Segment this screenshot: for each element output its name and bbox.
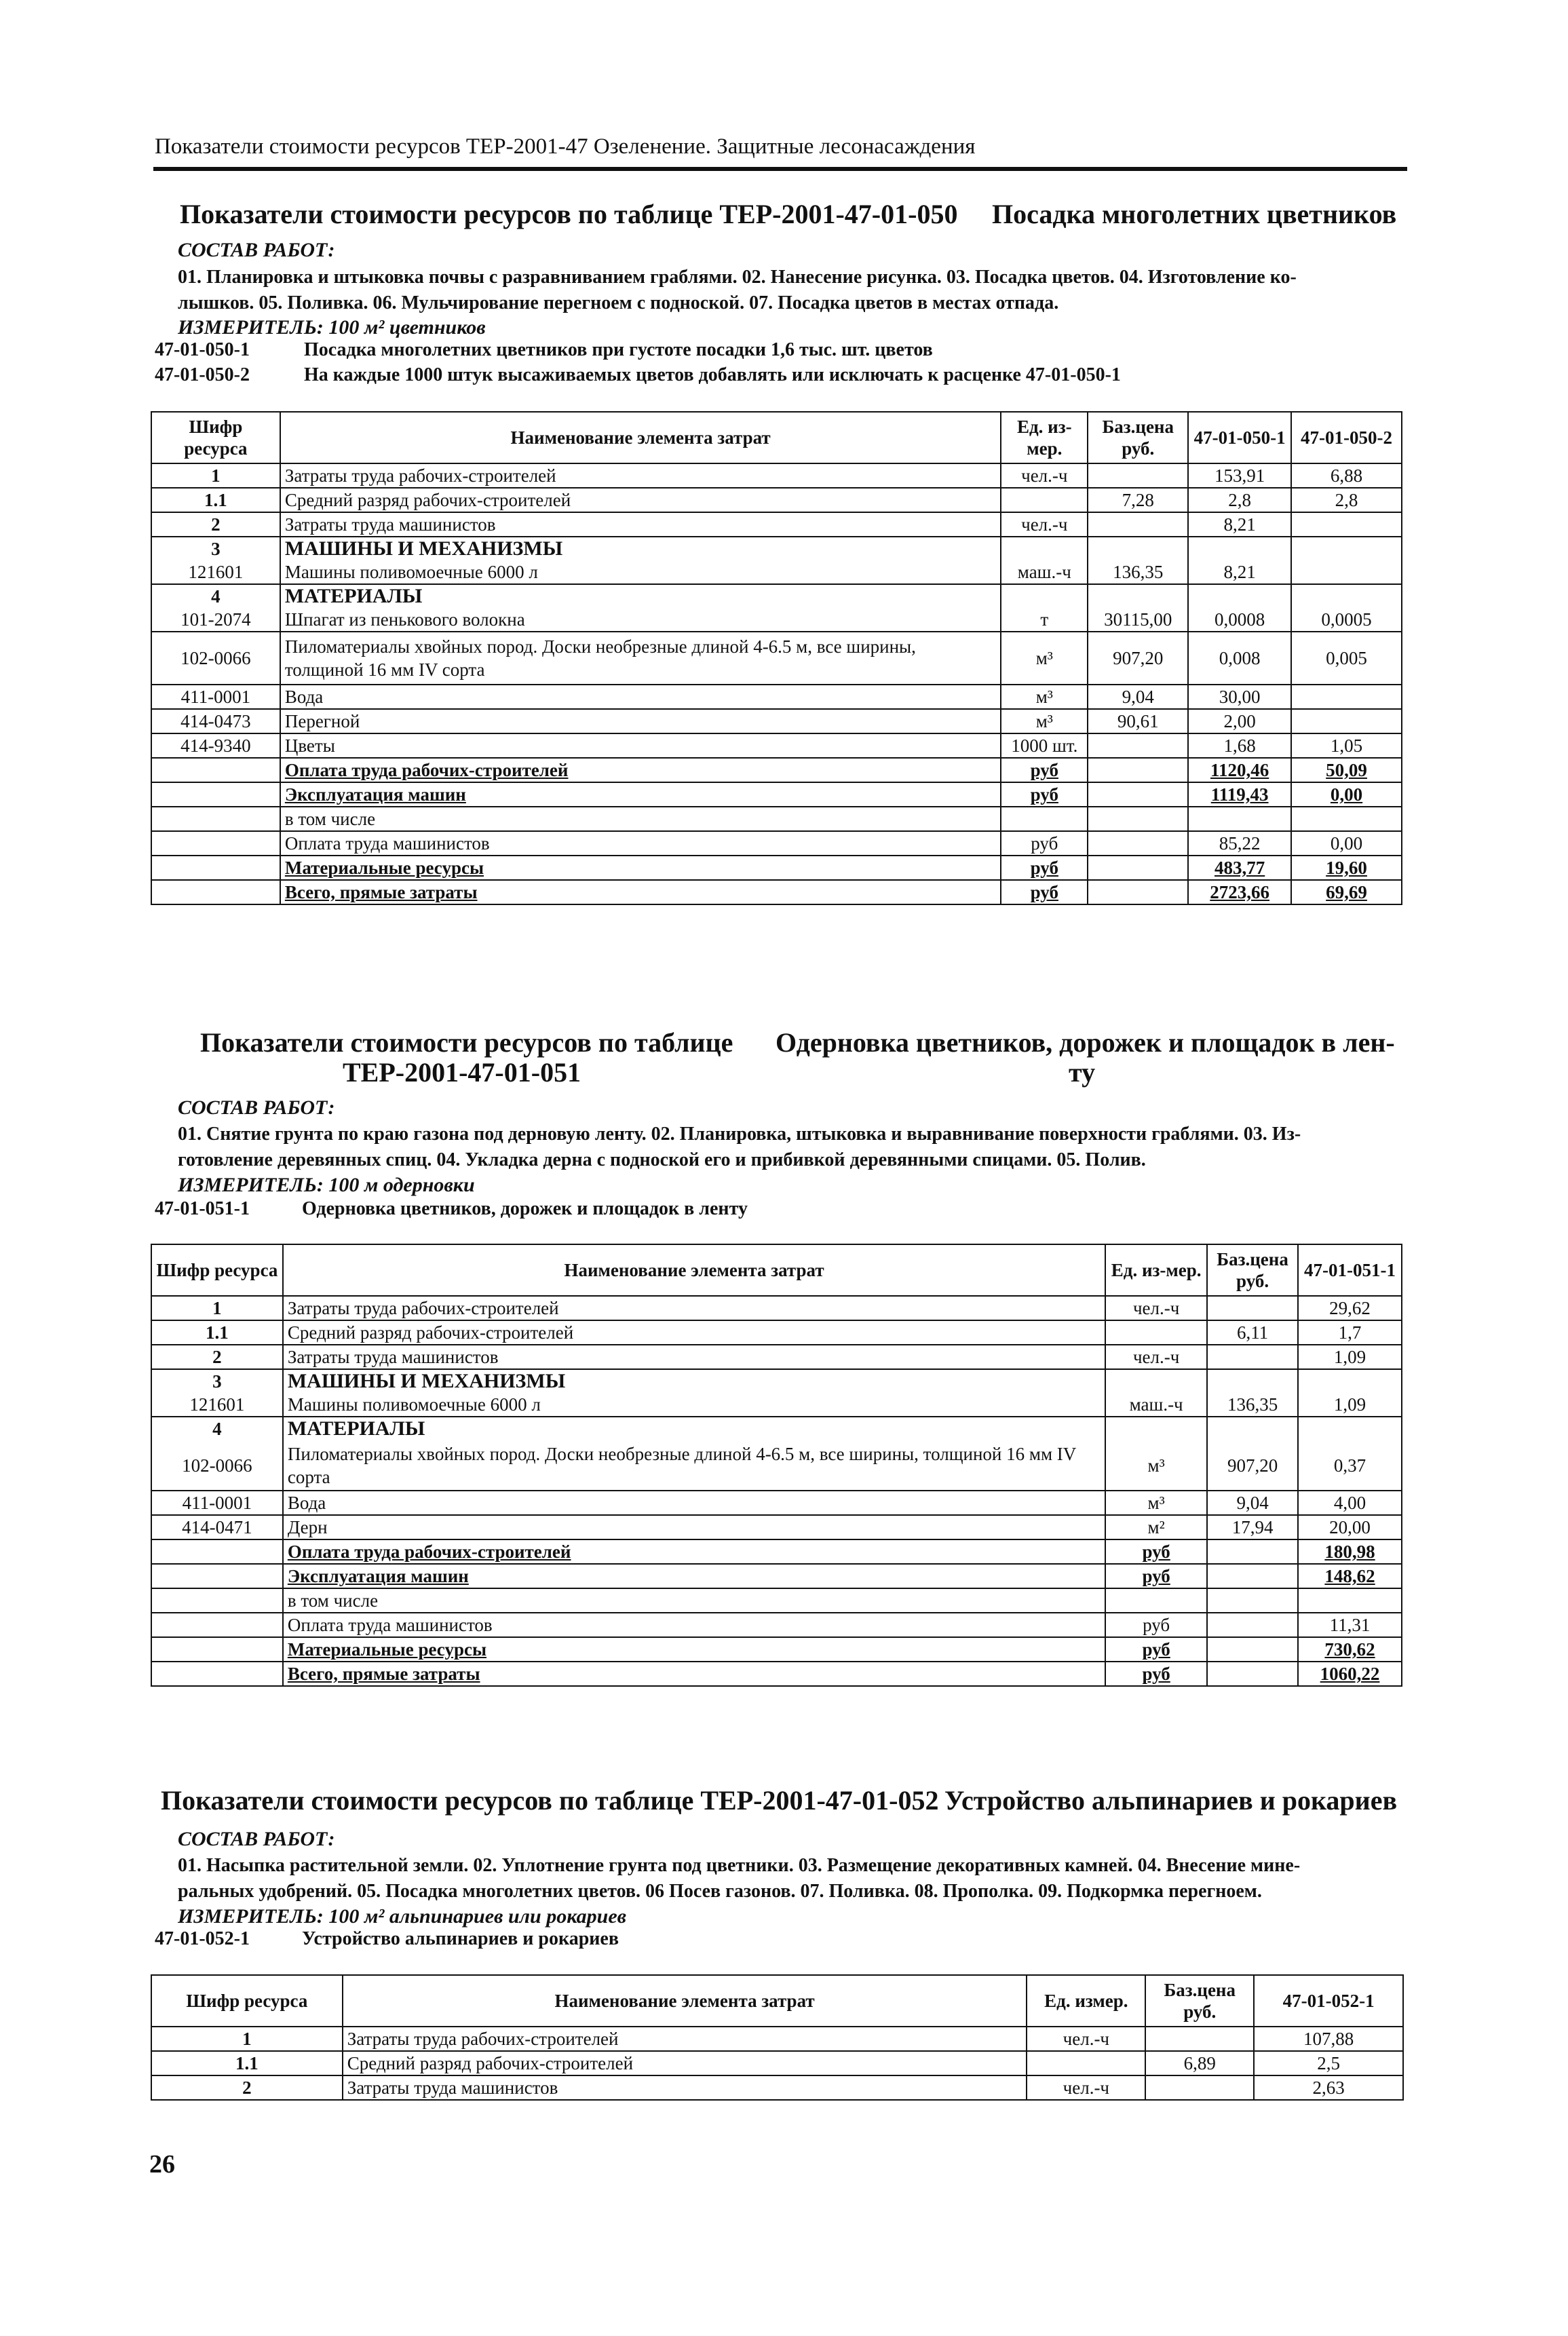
cell-unit: м³	[1001, 685, 1088, 709]
table-row	[151, 537, 1402, 560]
cell-value: 2,8	[1188, 488, 1291, 512]
cell-value	[1291, 709, 1402, 733]
cell-code: 4	[151, 1417, 283, 1440]
col-header: Шифр ресурса	[151, 1244, 283, 1296]
col-header: Наименование элемента затрат	[283, 1244, 1105, 1296]
work-text-line: готовление деревянных спиц. 04. Укладка дерна с подноской его и прибивкой деревянными спицами. 05. Полив.	[178, 1149, 1146, 1170]
meter-label: ИЗМЕРИТЕЛЬ: 100 м² альпинариев или рокариев	[178, 1905, 627, 1928]
header-rule	[153, 167, 1407, 171]
cell-unit: руб	[1001, 782, 1088, 807]
work-text-line: 01. Насыпка растительной земли. 02. Уплотнение грунта под цветники. 03. Размещение декоративных камней. 04. Внесение мине-	[178, 1855, 1301, 1876]
cell-value: 29,62	[1298, 1296, 1402, 1320]
cell-value: 0,0005	[1291, 608, 1402, 632]
cell-code: 101-2074	[151, 608, 280, 632]
cell-value: 85,22	[1188, 831, 1291, 856]
col-header: Шифр ресурса	[151, 1975, 343, 2027]
cell-price: 90,61	[1088, 709, 1188, 733]
cell-unit: чел.-ч	[1001, 463, 1088, 488]
rate-description: На каждые 1000 штук высаживаемых цветов добавлять или исключать к расценке 47-01-050-1	[304, 364, 1121, 385]
cell-value	[1291, 537, 1402, 560]
table-row	[151, 632, 1402, 685]
cell-value	[1291, 584, 1402, 608]
cell-value	[1188, 537, 1291, 560]
cell-unit	[1001, 537, 1088, 560]
cell-value: 50,09	[1291, 758, 1402, 782]
cell-unit	[1105, 1320, 1207, 1345]
cell-price: 6,11	[1207, 1320, 1298, 1345]
col-header: 47-01-050-2	[1291, 412, 1402, 463]
cell-value: 69,69	[1291, 880, 1402, 904]
totals-row	[151, 1637, 1402, 1662]
cell-value: 0,005	[1291, 632, 1402, 685]
cell-price	[1088, 463, 1188, 488]
meter-label: ИЗМЕРИТЕЛЬ: 100 м² цветников	[178, 316, 486, 339]
meter-label: ИЗМЕРИТЕЛЬ: 100 м одерновки	[178, 1174, 475, 1196]
cell-value: 1120,46	[1188, 758, 1291, 782]
rate-description: Посадка многолетних цветников при густоте посадки 1,6 тыс. шт. цветов	[304, 339, 933, 360]
cell-code: 1	[151, 1296, 283, 1320]
work-text-line: ральных удобрений. 05. Посадка многолетних цветов. 06 Посев газонов. 07. Поливка. 08. Прополка. 09. Подкормка перегноем.	[178, 1881, 1262, 1902]
cell-code: 1	[151, 463, 280, 488]
cell-name: Оплата труда машинистов	[280, 831, 1001, 856]
table-row	[151, 1515, 1402, 1539]
cell-value: 4,00	[1298, 1491, 1402, 1515]
cell-code: 411-0001	[151, 685, 280, 709]
cell-price	[1088, 733, 1188, 758]
totals-row	[151, 1539, 1402, 1564]
totals-row	[151, 807, 1402, 831]
cell-name: Оплата труда рабочих-строителей	[283, 1539, 1105, 1564]
resource-table	[151, 411, 1402, 905]
cell-unit: м²	[1105, 1515, 1207, 1539]
cell-name: Оплата труда рабочих-строителей	[280, 758, 1001, 782]
col-header: 47-01-051-1	[1298, 1244, 1402, 1296]
cell-unit: руб	[1105, 1539, 1207, 1564]
totals-row	[151, 831, 1402, 856]
totals-row	[151, 758, 1402, 782]
cell-unit: м³	[1001, 709, 1088, 733]
col-header: Наименование элемента затрат	[280, 412, 1001, 463]
cell-unit	[1027, 2051, 1145, 2075]
cell-name: Средний разряд рабочих-строителей	[343, 2051, 1027, 2075]
cell-name: Затраты труда рабочих-строителей	[280, 463, 1001, 488]
cell-name: Вода	[283, 1491, 1105, 1515]
cell-code: 3	[151, 1369, 283, 1393]
cell-name: Пиломатериалы хвойных пород. Доски необрезные длиной 4-6.5 м, все ширины, толщиной 16 мм IV сорта	[283, 1440, 1105, 1491]
cell-price	[1145, 2027, 1254, 2051]
table-header-row	[151, 412, 1402, 463]
cell-value: 6,88	[1291, 463, 1402, 488]
cell-name: Средний разряд рабочих-строителей	[283, 1320, 1105, 1345]
cell-name: Затраты труда машинистов	[280, 512, 1001, 537]
cell-value: 148,62	[1298, 1564, 1402, 1588]
page-number: 26	[149, 2150, 175, 2179]
table-row	[151, 488, 1402, 512]
cell-value: 483,77	[1188, 856, 1291, 880]
table-row	[151, 1296, 1402, 1320]
col-header: Баз.цена руб.	[1207, 1244, 1298, 1296]
cell-price	[1088, 537, 1188, 560]
table-row	[151, 2027, 1403, 2051]
cell-code: 121601	[151, 1393, 283, 1417]
cell-name: Материальные ресурсы	[283, 1637, 1105, 1662]
cell-value: 0,0008	[1188, 608, 1291, 632]
cell-unit: руб	[1001, 880, 1088, 904]
col-header: Ед. из-мер.	[1001, 412, 1088, 463]
cell-unit: руб	[1001, 856, 1088, 880]
cell-unit: маш.-ч	[1105, 1393, 1207, 1417]
cell-price	[1145, 2075, 1254, 2100]
cell-name: Вода	[280, 685, 1001, 709]
cell-value: 0,00	[1291, 831, 1402, 856]
cell-code: 1.1	[151, 488, 280, 512]
totals-row	[151, 1662, 1402, 1686]
cell-code: 4	[151, 584, 280, 608]
cell-value: 8,21	[1188, 560, 1291, 584]
table-row	[151, 1345, 1402, 1369]
cell-code: 414-0473	[151, 709, 280, 733]
cell-price: 136,35	[1207, 1393, 1298, 1417]
cell-unit	[1001, 488, 1088, 512]
table-row	[151, 1320, 1402, 1345]
cell-price: 907,20	[1088, 632, 1188, 685]
cell-name: Шпагат из пенькового волокна	[280, 608, 1001, 632]
cell-name: МАШИНЫ И МЕХАНИЗМЫ	[280, 537, 1001, 560]
work-composition-label: СОСТАВ РАБОТ:	[178, 1096, 335, 1119]
cell-unit: руб	[1105, 1564, 1207, 1588]
cell-price	[1207, 1345, 1298, 1369]
cell-name: Материальные ресурсы	[280, 856, 1001, 880]
table-row	[151, 1417, 1402, 1440]
cell-value: 730,62	[1298, 1637, 1402, 1662]
cell-name: Всего, прямые затраты	[280, 880, 1001, 904]
cell-unit: чел.-ч	[1105, 1296, 1207, 1320]
rate-code: 47-01-052-1	[155, 1928, 250, 1949]
cell-value: 11,31	[1298, 1613, 1402, 1637]
cell-value: 2,5	[1254, 2051, 1403, 2075]
running-header: Показатели стоимости ресурсов ТЕР-2001-47 Озеленение. Защитные лесонасаждения	[155, 134, 976, 159]
col-header: 47-01-050-1	[1188, 412, 1291, 463]
table-row	[151, 560, 1402, 584]
cell-name: в том числе	[280, 807, 1001, 831]
cell-value: 0,008	[1188, 632, 1291, 685]
cell-unit: чел.-ч	[1001, 512, 1088, 537]
section-subtitle: Одерновка цветников, дорожек и площадок в лен-	[776, 1027, 1395, 1058]
cell-code: 3	[151, 537, 280, 560]
cell-value: 1,09	[1298, 1393, 1402, 1417]
table-row	[151, 2075, 1403, 2100]
table-header-row	[151, 1975, 1403, 2027]
cell-unit: м³	[1001, 632, 1088, 685]
resource-table	[151, 1244, 1402, 1687]
table-row	[151, 463, 1402, 488]
cell-name: Цветы	[280, 733, 1001, 758]
cell-value	[1291, 512, 1402, 537]
cell-code: 414-9340	[151, 733, 280, 758]
col-header: Ед. измер.	[1027, 1975, 1145, 2027]
cell-code: 1.1	[151, 2051, 343, 2075]
cell-value: 1,05	[1291, 733, 1402, 758]
cell-unit: чел.-ч	[1027, 2027, 1145, 2051]
cell-value: 2,8	[1291, 488, 1402, 512]
col-header: Ед. из-мер.	[1105, 1244, 1207, 1296]
col-header: Шифр ресурса	[151, 412, 280, 463]
table-row	[151, 1491, 1402, 1515]
work-text-line: 01. Планировка и штыковка почвы с разравниванием граблями. 02. Нанесение рисунка. 03. Посадка цветов. 04. Изготовление ко-	[178, 267, 1297, 288]
cell-unit: чел.-ч	[1027, 2075, 1145, 2100]
cell-unit: чел.-ч	[1105, 1345, 1207, 1369]
cell-price: 136,35	[1088, 560, 1188, 584]
totals-row	[151, 856, 1402, 880]
table-row	[151, 1393, 1402, 1417]
col-header: Баз.цена руб.	[1088, 412, 1188, 463]
cell-unit: 1000 шт.	[1001, 733, 1088, 758]
cell-value: 19,60	[1291, 856, 1402, 880]
cell-code: 121601	[151, 560, 280, 584]
table-row	[151, 685, 1402, 709]
rate-code: 47-01-051-1	[155, 1198, 250, 1219]
col-header: Баз.цена руб.	[1145, 1975, 1254, 2027]
resource-table	[151, 1974, 1404, 2101]
cell-price	[1088, 584, 1188, 608]
cell-price	[1088, 512, 1188, 537]
col-header: 47-01-052-1	[1254, 1975, 1403, 2027]
cell-name: Перегной	[280, 709, 1001, 733]
cell-price	[1207, 1296, 1298, 1320]
cell-value: 153,91	[1188, 463, 1291, 488]
cell-unit: маш.-ч	[1001, 560, 1088, 584]
section-title: ТЕР-2001-47-01-051	[343, 1057, 581, 1088]
work-composition-label: СОСТАВ РАБОТ:	[178, 1828, 335, 1850]
cell-value: 30,00	[1188, 685, 1291, 709]
table-row	[151, 608, 1402, 632]
cell-unit: руб	[1105, 1662, 1207, 1686]
cell-value	[1291, 560, 1402, 584]
cell-name: МАТЕРИАЛЫ	[283, 1417, 1105, 1440]
cell-value	[1291, 685, 1402, 709]
cell-value	[1188, 584, 1291, 608]
table-row	[151, 512, 1402, 537]
table-row	[151, 733, 1402, 758]
cell-price: 9,04	[1088, 685, 1188, 709]
cell-value: 20,00	[1298, 1515, 1402, 1539]
cell-name: Эксплуатация машин	[280, 782, 1001, 807]
cell-value: 180,98	[1298, 1539, 1402, 1564]
cell-price: 9,04	[1207, 1491, 1298, 1515]
section-subtitle: Устройство альпинариев и рокариев	[944, 1785, 1398, 1816]
table-row	[151, 1440, 1402, 1491]
cell-code: 2	[151, 512, 280, 537]
rate-description: Одерновка цветников, дорожек и площадок в ленту	[302, 1198, 748, 1219]
work-text-line: лышков. 05. Поливка. 06. Мульчирование перегноем с подноской. 07. Посадка цветов в местах отпада.	[178, 292, 1059, 313]
cell-price: 30115,00	[1088, 608, 1188, 632]
cell-value: 1,7	[1298, 1320, 1402, 1345]
section-subtitle: ту	[1069, 1057, 1096, 1088]
cell-code: 414-0471	[151, 1515, 283, 1539]
section-title: Показатели стоимости ресурсов по таблице ТЕР-2001-47-01-050	[180, 199, 958, 229]
work-text-line: 01. Снятие грунта по краю газона под дерновую ленту. 02. Планировка, штыковка и выравнивание поверхности граблями. 03. Из-	[178, 1124, 1301, 1145]
cell-price: 6,89	[1145, 2051, 1254, 2075]
section-subtitle: Посадка многолетних цветников	[992, 199, 1397, 229]
totals-row	[151, 880, 1402, 904]
table-header-row	[151, 1244, 1402, 1296]
rate-code: 47-01-050-1	[155, 339, 250, 360]
cell-value: 1119,43	[1188, 782, 1291, 807]
cell-name: в том числе	[283, 1588, 1105, 1613]
rate-description: Устройство альпинариев и рокариев	[302, 1928, 619, 1949]
totals-row	[151, 782, 1402, 807]
table-row	[151, 1369, 1402, 1393]
cell-name: МАТЕРИАЛЫ	[280, 584, 1001, 608]
cell-unit: руб	[1001, 831, 1088, 856]
cell-value: 1,68	[1188, 733, 1291, 758]
cell-unit: м³	[1105, 1440, 1207, 1491]
cell-unit: руб	[1105, 1637, 1207, 1662]
cell-name: Пиломатериалы хвойных пород. Доски необрезные длиной 4-6.5 м, все ширины, толщиной 16 мм IV сорта	[280, 632, 1001, 685]
table-row	[151, 2051, 1403, 2075]
cell-unit: т	[1001, 608, 1088, 632]
totals-row	[151, 1564, 1402, 1588]
cell-value: 2723,66	[1188, 880, 1291, 904]
table-row	[151, 709, 1402, 733]
cell-price: 17,94	[1207, 1515, 1298, 1539]
cell-name: Оплата труда машинистов	[283, 1613, 1105, 1637]
cell-code: 1	[151, 2027, 343, 2051]
cell-code: 1.1	[151, 1320, 283, 1345]
cell-value: 1,09	[1298, 1345, 1402, 1369]
cell-name: Затраты труда рабочих-строителей	[343, 2027, 1027, 2051]
section-title: Показатели стоимости ресурсов по таблице	[200, 1027, 733, 1058]
cell-name: Средний разряд рабочих-строителей	[280, 488, 1001, 512]
cell-code: 411-0001	[151, 1491, 283, 1515]
cell-value: 2,63	[1254, 2075, 1403, 2100]
cell-name: Машины поливомоечные 6000 л	[283, 1393, 1105, 1417]
cell-unit	[1001, 584, 1088, 608]
cell-value: 8,21	[1188, 512, 1291, 537]
cell-name: Эксплуатация машин	[283, 1564, 1105, 1588]
rate-code: 47-01-050-2	[155, 364, 250, 385]
cell-value: 107,88	[1254, 2027, 1403, 2051]
col-header: Наименование элемента затрат	[343, 1975, 1027, 2027]
cell-price: 907,20	[1207, 1440, 1298, 1491]
cell-code: 102-0066	[151, 1440, 283, 1491]
cell-value: 0,00	[1291, 782, 1402, 807]
section-title: Показатели стоимости ресурсов по таблице ТЕР-2001-47-01-052	[161, 1785, 939, 1816]
cell-code: 102-0066	[151, 632, 280, 685]
cell-unit: руб	[1105, 1613, 1207, 1637]
cell-unit: руб	[1001, 758, 1088, 782]
cell-price: 7,28	[1088, 488, 1188, 512]
cell-name: МАШИНЫ И МЕХАНИЗМЫ	[283, 1369, 1105, 1393]
totals-row	[151, 1588, 1402, 1613]
cell-value: 0,37	[1298, 1440, 1402, 1491]
cell-name: Машины поливомоечные 6000 л	[280, 560, 1001, 584]
work-composition-label: СОСТАВ РАБОТ:	[178, 239, 335, 261]
cell-value: 2,00	[1188, 709, 1291, 733]
cell-name: Дерн	[283, 1515, 1105, 1539]
table-row	[151, 584, 1402, 608]
cell-code: 2	[151, 2075, 343, 2100]
cell-value: 1060,22	[1298, 1662, 1402, 1686]
totals-row	[151, 1613, 1402, 1637]
cell-name: Затраты труда рабочих-строителей	[283, 1296, 1105, 1320]
cell-name: Затраты труда машинистов	[343, 2075, 1027, 2100]
cell-code: 2	[151, 1345, 283, 1369]
cell-unit: м³	[1105, 1491, 1207, 1515]
cell-name: Затраты труда машинистов	[283, 1345, 1105, 1369]
cell-name: Всего, прямые затраты	[283, 1662, 1105, 1686]
